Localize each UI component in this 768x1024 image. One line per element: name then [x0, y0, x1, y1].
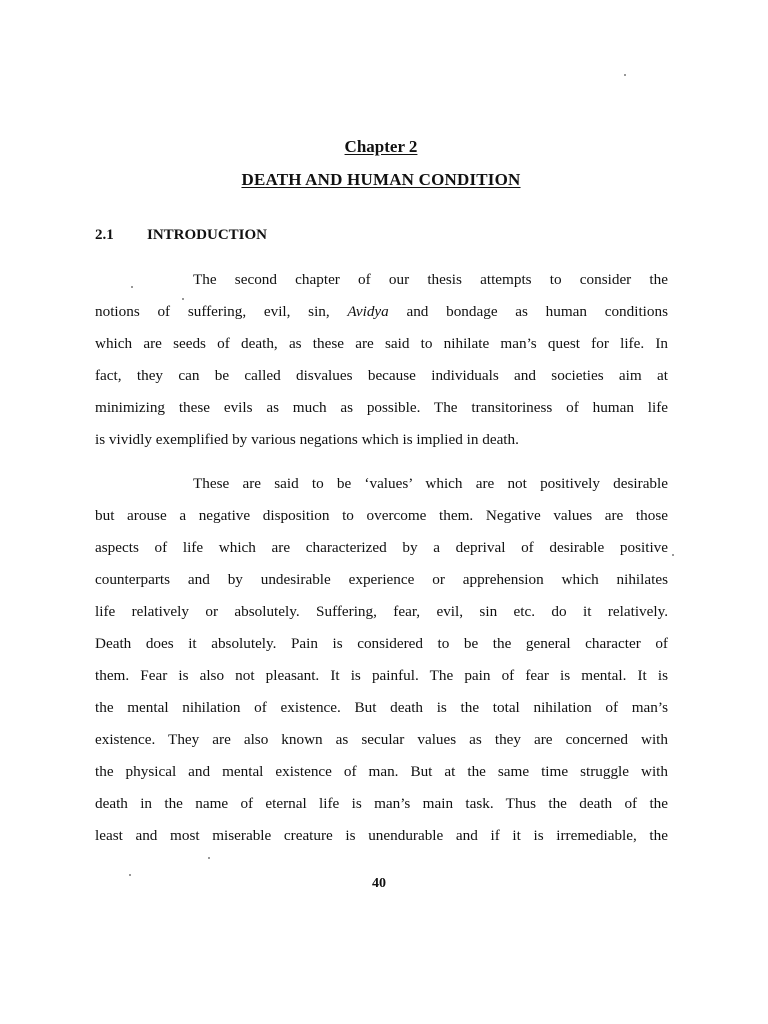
paragraph-line: which are seeds of death, as these are said to nihilate man’s quest for life. In	[95, 335, 668, 352]
section-heading	[95, 227, 267, 244]
paragraph-line: them. Fear is also not pleasant. It is painful. The pain of fear is mental. It is	[95, 667, 668, 684]
section-number: 2.1	[95, 227, 114, 243]
paragraph-line: aspects of life which are characterized by a deprival of desirable positive	[95, 539, 668, 556]
paragraph-line: the mental nihilation of existence. But death is the total nihilation of man’s	[95, 699, 668, 716]
section-title: INTRODUCTION	[147, 227, 268, 243]
scan-speck	[182, 298, 184, 300]
chapter-title: DEATH AND HUMAN CONDITION	[241, 170, 521, 189]
paragraph-line: death in the name of eternal life is man’s main task. Thus the death of the	[95, 795, 668, 812]
paragraph-line: life relatively or absolutely. Suffering, fear, evil, sin etc. do it relatively.	[95, 603, 668, 620]
paragraph-line: existence. They are also known as secular values as they are concerned with	[95, 731, 668, 748]
paragraph-line	[95, 296, 668, 328]
paragraph-line-head: notions of suffering, evil, sin,	[95, 303, 348, 320]
chapter-label: Chapter 2	[344, 137, 418, 156]
paragraph-line: is vividly exemplified by various negations which is implied in death.	[95, 431, 519, 448]
scan-speck	[672, 554, 674, 556]
page-number: 40	[372, 876, 386, 891]
paragraph-line: minimizing these evils as much as possible. The transitoriness of human life	[95, 399, 668, 416]
scan-speck	[131, 286, 133, 288]
paragraph-line-tail: and bondage as human conditions	[388, 303, 668, 320]
paragraph-line: These are said to be ‘values’ which are not positively desirable	[193, 475, 668, 492]
paragraph-line: counterparts and by undesirable experience or apprehension which nihilates	[95, 571, 668, 588]
avidya-term: Avidya	[347, 303, 389, 320]
scan-speck	[129, 874, 131, 876]
paragraph-line: but arouse a negative disposition to overcome them. Negative values are those	[95, 507, 668, 524]
paragraph-line: The second chapter of our thesis attempts to consider the	[193, 271, 668, 288]
paragraph-1	[95, 264, 668, 456]
paragraph-line: Death does it absolutely. Pain is considered to be the general character of	[95, 635, 668, 652]
scan-speck	[624, 74, 626, 76]
paragraph-line: fact, they can be called disvalues because individuals and societies aim at	[95, 367, 668, 384]
scan-speck	[208, 857, 210, 859]
paragraph-line: the physical and mental existence of man. But at the same time struggle with	[95, 763, 668, 780]
paragraph-line: least and most miserable creature is unendurable and if it is irremediable, the	[95, 827, 668, 844]
paragraph-2	[95, 468, 668, 852]
